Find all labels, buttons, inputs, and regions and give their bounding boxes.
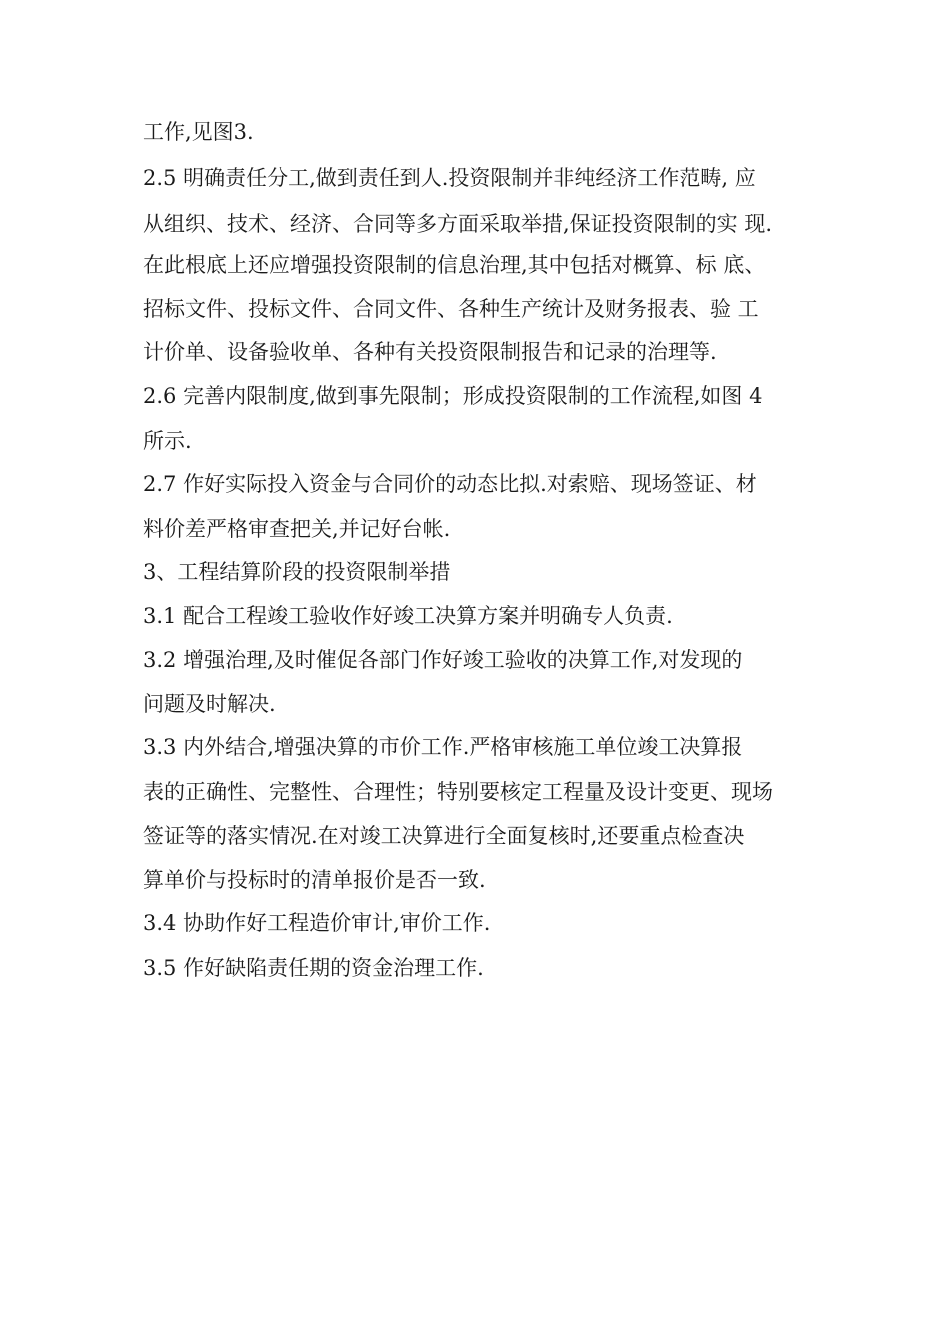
section-heading: 3、工程结算阶段的投资限制举措	[143, 560, 451, 584]
text-line: 3.2 增强治理,及时催促各部门作好竣工验收的决算工作,对发现的	[143, 648, 743, 672]
text-line: 签证等的落实情况.在对竣工决算进行全面复核时,还要重点检查决	[143, 824, 745, 848]
text-line: 表的正确性、完整性、合理性；特别要核定工程量及设计变更、现场	[143, 780, 773, 804]
text-line: 2.5 明确责任分工,做到责任到人.投资限制并非纯经济工作范畴, 应	[143, 166, 756, 190]
text-line: 2.6 完善内限制度,做到事先限制；形成投资限制的工作流程,如图 4	[143, 384, 763, 408]
text-line: 3.3 内外结合,增强决算的市价工作.严格审核施工单位竣工决算报	[143, 735, 743, 759]
text-line: 从组织、技术、经济、合同等多方面采取举措,保证投资限制的实 现.	[143, 212, 773, 236]
text-line: 料价差严格审查把关,并记好台帐.	[143, 517, 451, 541]
text-line: 问题及时解决.	[143, 692, 276, 716]
text-line: 3.1 配合工程竣工验收作好竣工决算方案并明确专人负责.	[143, 604, 673, 628]
text-line: 招标文件、投标文件、合同文件、各种生产统计及财务报表、验 工	[143, 297, 759, 321]
text-line: 算单价与投标时的清单报价是否一致.	[143, 868, 486, 892]
text-line: 计价单、设备验收单、各种有关投资限制报告和记录的治理等.	[143, 340, 717, 364]
text-line: 2.7 作好实际投入资金与合同价的动态比拟.对索赔、现场签证、材	[143, 472, 757, 496]
text-line: 所示.	[143, 429, 192, 453]
text-line: 3.5 作好缺陷责任期的资金治理工作.	[143, 956, 484, 980]
text-line: 3.4 协助作好工程造价审计,审价工作.	[143, 911, 491, 935]
text-line: 在此根底上还应增强投资限制的信息治理,其中包括对概算、标 底、	[143, 253, 766, 277]
text-line: 工作,见图3.	[143, 120, 254, 144]
